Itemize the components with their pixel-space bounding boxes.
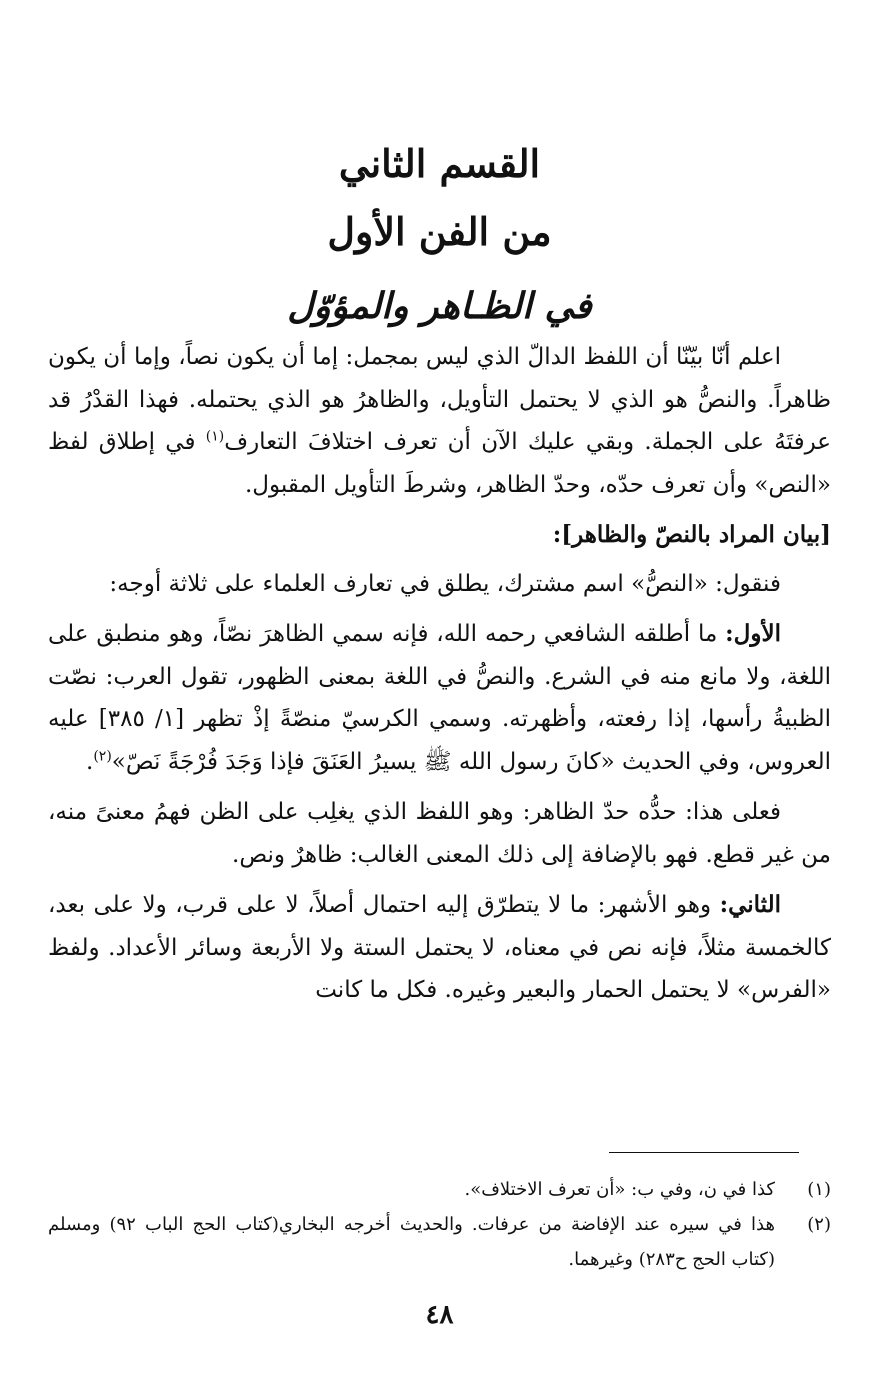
footnotes: [48, 1172, 831, 1277]
chapter-title: في الظـاهر والمؤوّل: [287, 285, 592, 327]
lead-word: الثاني:: [719, 891, 781, 918]
paragraph-second-meaning: الثاني: وهو الأشهر: ما لا يتطرّق إليه احتمال أصلاً، لا على قرب، ولا على بعد، كالخمسة مثلاً، فإنه نص في معناه، لا يحتمل الستة ولا الأربعة وسائر الأعداد. ولفظ «الفرس» لا يحتمل الحمار والبعير وغيره. فكل ما كانت: [48, 891, 831, 1003]
main-text: [48, 336, 831, 1020]
section-title: القسم الثاني: [338, 141, 541, 186]
footnote: [48, 1172, 831, 1207]
paragraph-consequence: فعلى هذا: حدُّه حدّ الظاهر: وهو اللفظ الذي يغلِب على الظن فهمُ معنىً منه، من غير قطع. فهو بالإضافة إلى ذلك المعنى الغالب: ظاهرٌ ونص.: [48, 799, 831, 868]
page-number: ٤٨: [425, 1300, 454, 1330]
footnote-text: هذا في سيره عند الإفاضة من عرفات. والحديث أخرجه البخاري(كتاب الحج الباب ٩٢) ومسلم (كتاب الحج ح٢٨٣) وغيرهما.: [48, 1214, 775, 1270]
footnote-divider: [609, 1152, 799, 1153]
footnote-number: (٢): [807, 1214, 831, 1235]
footnote-ref-1[interactable]: (١): [205, 428, 225, 445]
footnote-number: (١): [807, 1179, 831, 1200]
lead-word: الأول:: [725, 620, 781, 647]
section-titles: [0, 140, 879, 330]
paragraph-first-meaning: الأول: ما أطلقه الشافعي رحمه الله، فإنه سمي الظاهرَ نصّاً، وهو منطبق على اللغة، ولا مانع منه في الشرع. والنصُّ في اللغة بمعنى الظهور، تقول العرب: نصّت الظبيةُ رأسها، إذا رفعته، وأظهرته. وسمي الكرسيّ منصّةً إذْ تظهر [١/ ٣٨٥] عليه العروس، وفي الحديث «كانَ رسول الله ﷺ يسيرُ العَنَقَ فإذا وَجَدَ فُرْجَةً نَصّ»$^{(٢)}$.: [48, 620, 831, 775]
footnote-text: كذا في ن، وفي ب: «أن تعرف الاختلاف».: [464, 1179, 775, 1200]
paragraph-definition: فنقول: «النصُّ» اسم مشترك، يطلق في تعارف العلماء على ثلاثة أوجه:: [109, 570, 781, 597]
subheading: [بيان المراد بالنصّ والظاهر]:: [552, 521, 831, 548]
paragraph-intro: اعلم أنّا بيّنّا أن اللفظ الدالّ الذي ليس بمجمل: إما أن يكون نصاً، وإما أن يكون ظاهراً. والنصُّ هو الذي لا يحتمل التأويل، والظاهرُ هو الذي يحتمله. فهذا القدْرُ قد عرفتَهُ على الجملة. وبقي عليك الآن أن تعرف اختلافَ التعارف$^{(١)}$ في إطلاق لفظ «النص» وأن تعرف حدّه، وحدّ الظاهر، وشرطَ التأويل المقبول.: [48, 344, 831, 498]
footnote: [48, 1207, 831, 1277]
section-subtitle: من الفن الأول: [327, 209, 552, 254]
footnote-ref-2[interactable]: (٢): [93, 747, 112, 764]
